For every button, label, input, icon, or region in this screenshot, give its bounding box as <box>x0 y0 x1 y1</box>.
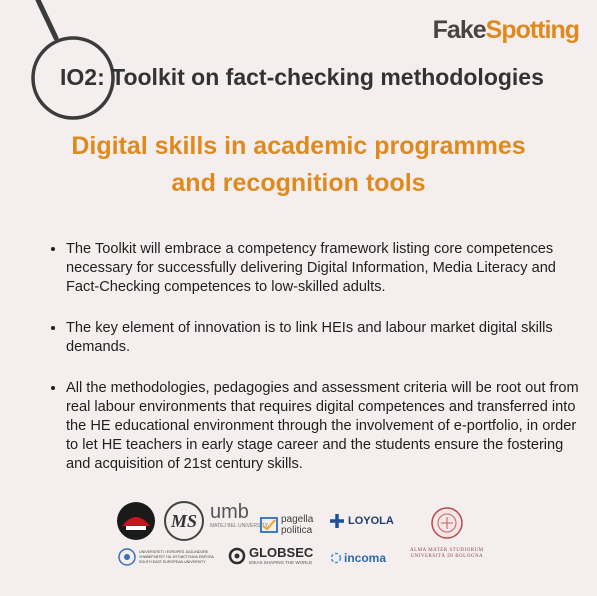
bologna-line-1: ALMA MATER STUDIORUM <box>410 548 484 553</box>
ms-university-logo <box>163 500 205 542</box>
partner-logos <box>0 498 597 588</box>
pagella-icon <box>260 517 278 533</box>
main-title <box>0 128 597 202</box>
bullet-item: • The Toolkit will embrace a competency framework listing core competences necessary for successfully delivering Digital Information, Media Literacy and Fact-Checking competences to low-skilled adults. <box>66 240 583 297</box>
bullet-item: • The key element of innovation is to link HEIs and labour market digital skills demands. <box>66 319 583 357</box>
incoma-name: incoma <box>344 551 387 565</box>
pagella-politica-logo <box>260 514 313 536</box>
seeu-logo <box>118 548 214 566</box>
globsec-name: GLOBSEC <box>249 545 314 560</box>
toolkit-title: IO2: Toolkit on fact-checking methodologies <box>60 64 544 90</box>
globsec-tagline: IDEAS SHAPING THE WORLD <box>249 560 313 565</box>
university-emblem-logo <box>116 500 156 542</box>
seeu-line-1: UNIVERSITETI I EVROPËS JUGLINDORE <box>139 549 209 554</box>
incoma-logo <box>330 551 386 565</box>
bologna-line-2: UNIVERSITÀ DI BOLOGNA <box>410 554 484 559</box>
incoma-icon <box>330 552 342 564</box>
pagella-line-2: politica <box>281 525 313 536</box>
bologna-seal-logo <box>430 506 464 540</box>
bullet-list <box>48 240 583 496</box>
bullet-item: • All the methodologies, pedagogies and assessment criteria will be root out from real labour environments that requires digital competences and transferred into the HE educational environment through the involvement of e-portfolio, in order to let HE teachers in early stage career and the students ensure the fostering and acquisition of 21st century skills. <box>66 379 583 474</box>
bologna-text-logo <box>410 548 484 560</box>
pagella-line-1: pagella <box>281 514 314 525</box>
globsec-icon <box>228 547 246 565</box>
seeu-emblem-icon <box>118 548 136 566</box>
umb-subtitle: MATEJ BEL UNIVERSITY <box>210 523 269 529</box>
seeu-line-2: УНИВЕРЗИТЕТ НА ЈУГОИСТОЧНА ЕВРОПА <box>139 554 214 559</box>
umb-name: umb <box>210 501 249 523</box>
main-title-line-2: and recognition tools <box>171 169 426 197</box>
brand-part-2: Spotting <box>485 16 579 44</box>
brand-part-1: Fake <box>432 16 486 44</box>
globsec-logo <box>228 546 313 566</box>
loyola-logo <box>330 514 394 528</box>
svg-text:MS: MS <box>170 511 198 531</box>
seeu-line-3: SOUTH EAST EUROPEAN UNIVERSITY <box>139 559 206 564</box>
fakespotting-logo <box>433 16 579 45</box>
main-title-line-1: Digital skills in academic programmes <box>71 132 526 160</box>
loyola-name: LOYOLA <box>348 515 394 527</box>
loyola-cross-icon <box>330 514 344 528</box>
